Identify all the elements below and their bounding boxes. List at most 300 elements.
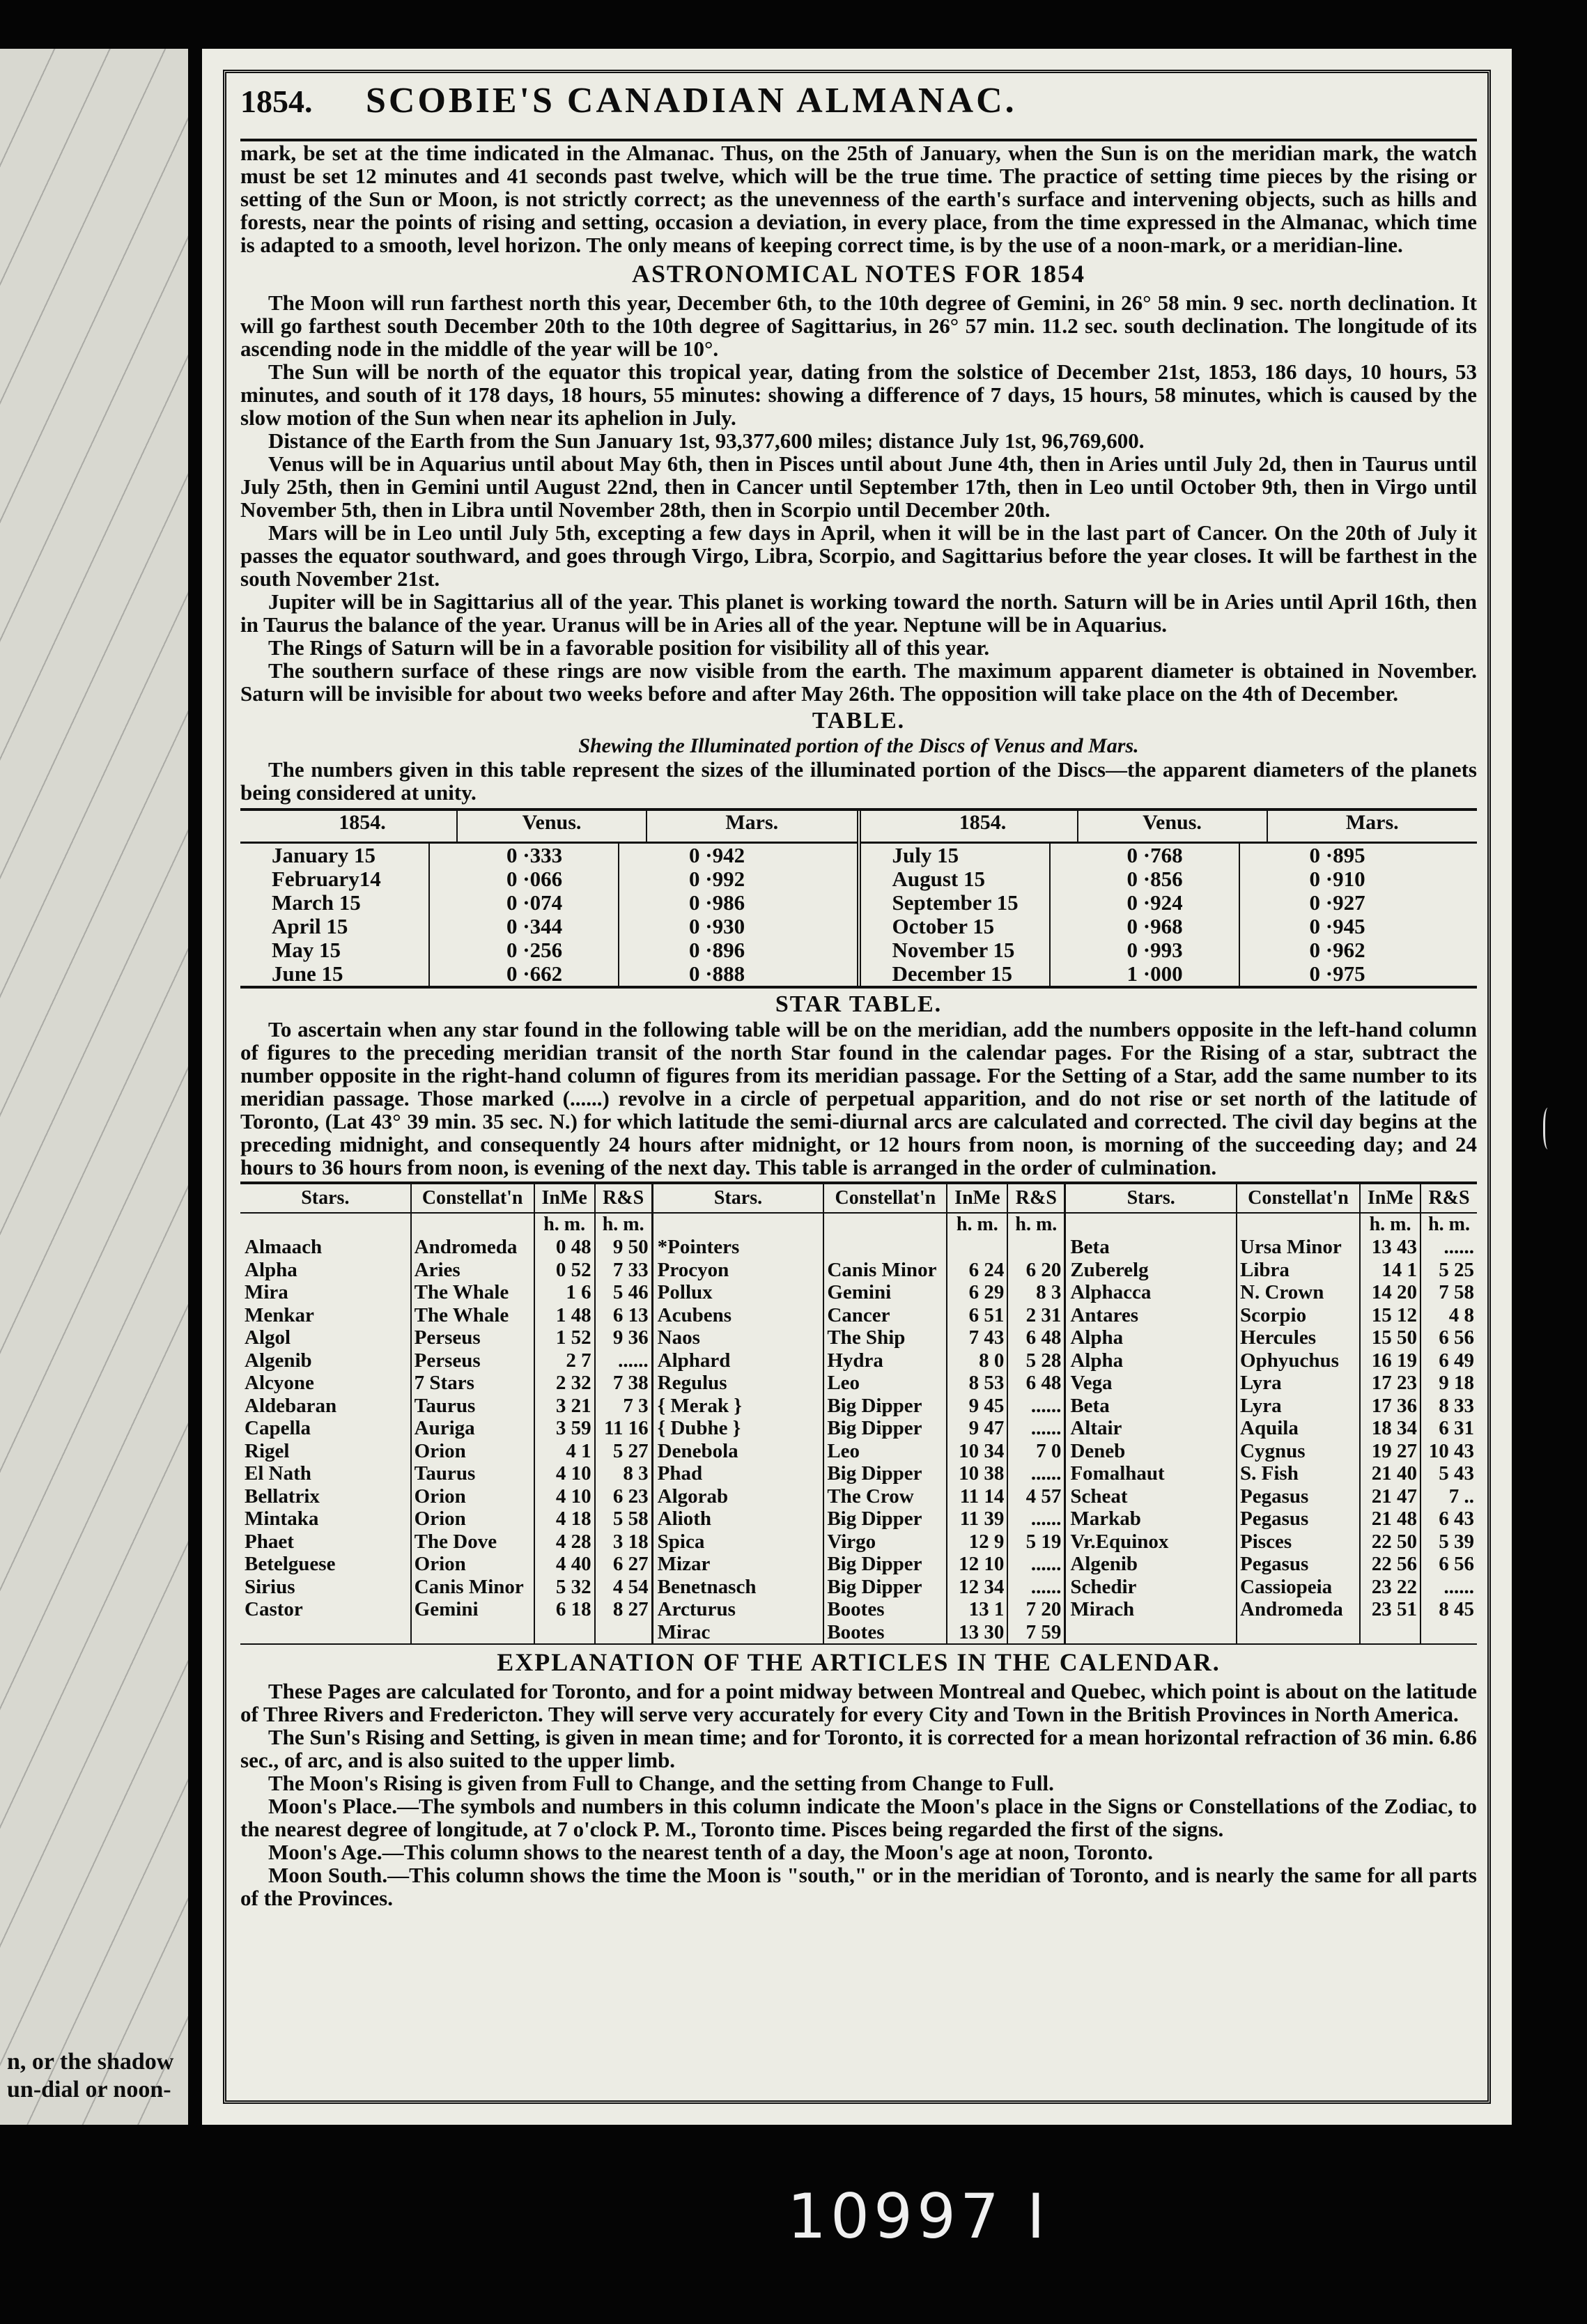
star-name: Vr.Equinox: [1070, 1530, 1169, 1553]
meridian-interval: 1 6: [566, 1281, 591, 1303]
rise-set-interval: 11 16: [604, 1417, 649, 1439]
constellation-name: Perseus: [414, 1326, 481, 1349]
col-year-header: 1854.: [240, 811, 458, 842]
rise-set-interval: 7 33: [612, 1258, 649, 1281]
rise-set-interval: 6 56: [1439, 1326, 1475, 1349]
meridian-interval: 2 32: [555, 1372, 591, 1394]
constellation-name: Leo: [827, 1439, 860, 1462]
meridian-interval: 5 32: [555, 1575, 591, 1598]
inme-column-header: InMe: [947, 1184, 1007, 1214]
meridian-interval: 8 0: [979, 1349, 1005, 1372]
constellation-name: Bootes: [827, 1620, 885, 1643]
star-name: Phaet: [245, 1530, 294, 1553]
star-name: Procyon: [657, 1258, 729, 1281]
meridian-interval: 22 50: [1371, 1530, 1418, 1553]
rise-set-interval: 5 19: [1025, 1530, 1062, 1553]
const-column-header: Constellat'n: [1237, 1184, 1359, 1214]
constellation-name: Orion: [414, 1485, 466, 1508]
star-name: Alcyone: [245, 1372, 314, 1394]
constellation-name: Big Dipper: [827, 1575, 922, 1598]
rs-column: [1008, 1184, 1064, 1643]
rise-set-interval: 5 39: [1439, 1530, 1475, 1553]
star-name: Castor: [245, 1598, 303, 1620]
astro-paragraph: Jupiter will be in Sagittarius all of the year. This planet is working toward the north. Saturn will be in Aries until April 16th, then in Taurus the balance of the year. Uranus will be in Aries all of the year. Neptune will be in Aquarius.: [240, 589, 1477, 637]
hm-label: h. m.: [1428, 1214, 1470, 1235]
mars-value: 0 ·992: [689, 867, 745, 891]
disc-table-heading: TABLE.: [812, 708, 906, 734]
constellation-name: Pegasus: [1240, 1508, 1309, 1530]
rise-set-interval: 7 ..: [1448, 1485, 1475, 1508]
rise-set-interval: 2 31: [1025, 1303, 1062, 1326]
constellation-name: The Whale: [414, 1281, 509, 1303]
constellation-name: Taurus: [414, 1394, 476, 1417]
venus-value: 0 ·333: [506, 844, 563, 867]
mars-value: 0 ·910: [1309, 867, 1365, 891]
month-cell: December 15: [892, 962, 1012, 986]
month-cell: June 15: [272, 962, 343, 986]
star-name: Zuberelg: [1070, 1258, 1149, 1281]
constellation-name: Bootes: [827, 1598, 885, 1620]
star-name: Regulus: [657, 1372, 727, 1394]
constellation-name: The Dove: [414, 1530, 497, 1553]
col-mars-header: Mars.: [725, 811, 779, 834]
rise-set-interval: 7 20: [1025, 1598, 1062, 1620]
constellation-name: Scorpio: [1240, 1303, 1307, 1326]
stars-column: [240, 1184, 412, 1643]
star-name: Betelguese: [245, 1553, 336, 1575]
venus-value: 0 ·066: [506, 867, 563, 891]
constellation-name: The Whale: [414, 1303, 509, 1326]
inme-column: [947, 1184, 1008, 1643]
rise-set-interval: 4 57: [1025, 1485, 1062, 1508]
mars-column: [1240, 844, 1478, 986]
astro-paragraph: The Moon will run farthest north this year, December 6th, to the 10th degree of Gemini, in 26° 58 min. 9 sec. north declination. It will go farthest south December 20th to the 10th degree of Sagittarius, in 26° 57 min. 11.2 sec. south declination. The longitude of its ascending node in the middle of the year will be 10°.: [240, 290, 1477, 361]
star-name: Aldebaran: [245, 1394, 337, 1417]
mars-value: 0 ·975: [1309, 962, 1365, 986]
col-year-header: 1854.: [861, 811, 1078, 842]
constellation-name: Big Dipper: [827, 1417, 922, 1439]
mars-value: 0 ·962: [1309, 938, 1365, 962]
month-cell: May 15: [272, 938, 341, 962]
constellation-name: Orion: [414, 1439, 466, 1462]
astro-paragraph: The Sun will be north of the equator this tropical year, dating from the solstice of December 21st, 1853, 186 days, 10 hours, 53 minutes, and south of it 178 days, 18 hours, 55 minutes: showing a difference of 7 days, 15 hours, 58 minutes, which is caused by the slow motion of the Sun when near its aphelion in July.: [240, 359, 1477, 430]
rise-set-interval: 5 43: [1439, 1462, 1475, 1485]
disc-table-body: [240, 844, 857, 986]
meridian-interval: 6 29: [968, 1281, 1005, 1303]
meridian-interval: 23 22: [1371, 1575, 1418, 1598]
rise-set-interval: ......: [1030, 1508, 1062, 1530]
star-name: Naos: [657, 1326, 700, 1349]
explanation-heading: EXPLANATION OF THE ARTICLES IN THE CALENDAR.: [497, 1648, 1221, 1676]
constellation-name: Cygnus: [1240, 1439, 1306, 1462]
venus-value: 0 ·768: [1127, 844, 1183, 867]
rise-set-interval: 9 18: [1439, 1372, 1475, 1394]
meridian-interval: 10 38: [959, 1462, 1005, 1485]
star-name: Alioth: [657, 1508, 712, 1530]
month-cell: February14: [272, 867, 381, 891]
rise-set-interval: ......: [1030, 1553, 1062, 1575]
explanation-text: [240, 1680, 1477, 1909]
constellation-name: Lyra: [1240, 1394, 1282, 1417]
constellation-name: Ophyuchus: [1240, 1349, 1339, 1372]
hm-label: h. m.: [1015, 1214, 1058, 1235]
explanation-paragraph: Moon South.—This column shows the time the Moon is "south," or in the meridian of Toronto, and is nearly the same for all parts of the Provinces.: [240, 1863, 1477, 1910]
adjacent-page-fragment: [0, 49, 188, 2125]
constellation-name: Andromeda: [1240, 1598, 1343, 1620]
constellation-name: Canis Minor: [827, 1258, 937, 1281]
meridian-interval: 9 47: [968, 1417, 1005, 1439]
venus-value: 0 ·344: [506, 915, 563, 938]
col-venus-header: Venus.: [1078, 811, 1268, 842]
venus-value: 0 ·993: [1127, 938, 1183, 962]
rise-set-interval: 5 46: [612, 1281, 649, 1303]
astro-paragraph: Distance of the Earth from the Sun January 1st, 93,377,600 miles; distance July 1st, 96,769,600.: [268, 428, 1145, 453]
star-name: Menkar: [245, 1303, 314, 1326]
star-name: Alpha: [1070, 1349, 1124, 1372]
stars-column-header: Stars.: [1066, 1184, 1236, 1214]
constellation-name: Auriga: [414, 1417, 475, 1439]
star-name: Schedir: [1070, 1575, 1137, 1598]
constellation-name: 7 Stars: [414, 1372, 474, 1394]
rise-set-interval: 5 58: [612, 1508, 649, 1530]
astro-notes: [240, 291, 1477, 705]
const-column: [824, 1184, 947, 1643]
star-table-heading: STAR TABLE.: [775, 991, 943, 1017]
star-name: Acubens: [657, 1303, 732, 1326]
archive-stamp-number: 10997 I: [787, 2180, 1049, 2252]
rise-set-interval: 7 38: [612, 1372, 649, 1394]
star-name: Antares: [1070, 1303, 1139, 1326]
month-cell: March 15: [272, 891, 361, 915]
rise-set-interval: 6 31: [1439, 1417, 1475, 1439]
page-year: 1854.: [240, 84, 313, 119]
rise-set-interval: 7 59: [1025, 1620, 1062, 1643]
venus-column: [1051, 844, 1240, 986]
fragment-text: n, or the shadow un-dial or noon-: [7, 2049, 174, 2102]
rise-set-interval: ......: [1030, 1462, 1062, 1485]
disc-table-left: [240, 811, 857, 986]
meridian-interval: 4 10: [555, 1462, 591, 1485]
star-name: Beta: [1070, 1236, 1110, 1258]
page-content: [240, 80, 1477, 1909]
meridian-interval: 4 1: [566, 1439, 591, 1462]
star-name: Bellatrix: [245, 1485, 320, 1508]
disc-table-subtitle: Shewing the Illuminated portion of the Discs of Venus and Mars.: [578, 734, 1139, 757]
meridian-interval: 1 48: [555, 1303, 591, 1326]
venus-value: 0 ·256: [506, 938, 563, 962]
astro-paragraph: The southern surface of these rings are now visible from the earth. The maximum apparent diameter is obtained in November. Saturn will be invisible for about two weeks before and after May 26th. The opposition will take place on the 4th of December.: [240, 658, 1477, 706]
rs-column: [596, 1184, 651, 1643]
venus-value: 1 ·000: [1127, 962, 1183, 986]
constellation-name: Aries: [414, 1258, 460, 1281]
rise-set-interval: ......: [1443, 1236, 1475, 1258]
meridian-interval: 17 36: [1371, 1394, 1418, 1417]
constellation-name: Pegasus: [1240, 1485, 1309, 1508]
star-name: Mirac: [657, 1620, 711, 1643]
meridian-interval: 7 43: [968, 1326, 1005, 1349]
astro-paragraph: Mars will be in Leo until July 5th, excepting a few days in April, when it will be in the last part of Cancer. On the 20th of July it passes the equator southward, and goes through Virgo, Libra, Scorpio, and Sagittarius before the year closes. It will be farthest in the south November 21st.: [240, 520, 1477, 591]
venus-value: 0 ·662: [506, 962, 563, 986]
constellation-name: Orion: [414, 1508, 466, 1530]
rise-set-interval: ......: [1443, 1575, 1475, 1598]
star-name: { Merak }: [657, 1394, 742, 1417]
rise-set-interval: ......: [618, 1349, 649, 1372]
meridian-interval: 4 10: [555, 1485, 591, 1508]
star-name: Mintaka: [245, 1508, 319, 1530]
meridian-interval: 1 52: [555, 1326, 591, 1349]
star-name: Denebola: [657, 1439, 738, 1462]
month-cell: April 15: [272, 915, 348, 938]
rise-set-interval: 6 27: [612, 1553, 649, 1575]
rs-column: [1421, 1184, 1477, 1643]
venus-value: 0 ·924: [1127, 891, 1183, 915]
meridian-interval: 21 48: [1371, 1508, 1418, 1530]
star-name: Algol: [245, 1326, 291, 1349]
rise-set-interval: [1008, 1236, 1064, 1259]
star-name: Deneb: [1070, 1439, 1126, 1462]
meridian-interval: 0 48: [555, 1236, 591, 1258]
constellation-name: The Crow: [827, 1485, 914, 1508]
star-name: Phad: [657, 1462, 703, 1485]
inme-column-header: InMe: [535, 1184, 594, 1214]
hm-label: [824, 1214, 946, 1236]
hm-label: [1066, 1214, 1236, 1236]
month-cell: July 15: [892, 844, 959, 867]
const-column: [1237, 1184, 1361, 1643]
meridian-interval: 3 59: [555, 1417, 591, 1439]
hm-label: [240, 1214, 410, 1236]
star-table-group: [1064, 1184, 1477, 1643]
meridian-interval: 12 9: [968, 1530, 1005, 1553]
constellation-name: The Ship: [827, 1326, 906, 1349]
mars-value: 0 ·927: [1309, 891, 1365, 915]
meridian-interval: 6 18: [555, 1598, 591, 1620]
rise-set-interval: 8 3: [1036, 1281, 1062, 1303]
stars-column-header: Stars.: [240, 1184, 410, 1214]
rise-set-interval: 6 56: [1439, 1553, 1475, 1575]
constellation-name: Perseus: [414, 1349, 481, 1372]
meridian-interval: 15 12: [1371, 1303, 1418, 1326]
const-column-header: Constellat'n: [412, 1184, 534, 1214]
star-name: Mirach: [1070, 1598, 1135, 1620]
star-name: Alphard: [657, 1349, 731, 1372]
constellation-name: Andromeda: [414, 1236, 518, 1258]
star-name: Beta: [1070, 1394, 1110, 1417]
astro-paragraph: Venus will be in Aquarius until about May 6th, then in Pisces until about June 4th, then in Aries until July 2d, then in Taurus until July 25th, then in Gemini until August 22nd, then in Cancer until September 17th, then in Leo until October 9th, then in Virgo until November 5th, then in Libra until November 28th, then in Scorpio until December 20th.: [240, 451, 1477, 522]
constellation-name: Taurus: [414, 1462, 476, 1485]
constellation-name: Pisces: [1240, 1530, 1292, 1553]
constellation-name: Big Dipper: [827, 1394, 922, 1417]
star-name: Benetnasch: [657, 1575, 757, 1598]
meridian-interval: 22 56: [1371, 1553, 1418, 1575]
month-column: [861, 844, 1051, 986]
rise-set-interval: ......: [1030, 1575, 1062, 1598]
rise-set-interval: ......: [1030, 1394, 1062, 1417]
mars-column: [619, 844, 857, 986]
page-header: [240, 80, 1477, 141]
hm-label: h. m.: [956, 1214, 998, 1235]
rise-set-interval: 6 20: [1025, 1258, 1062, 1281]
rise-set-interval: ......: [1030, 1417, 1062, 1439]
disc-table-note: The numbers given in this table represent the sizes of the illuminated portion of the Discs—the apparent diameters of the planets being considered at unity.: [240, 757, 1477, 805]
meridian-interval: 3 21: [555, 1394, 591, 1417]
star-name: Alpha: [1070, 1326, 1124, 1349]
month-cell: October 15: [892, 915, 995, 938]
disc-table-body: [861, 844, 1478, 986]
rise-set-interval: 3 18: [612, 1530, 649, 1553]
meridian-interval: 21 47: [1371, 1485, 1418, 1508]
meridian-interval: 2 7: [566, 1349, 591, 1372]
star-name: Algorab: [657, 1485, 729, 1508]
stars-column: [653, 1184, 825, 1643]
meridian-interval: 23 51: [1371, 1598, 1418, 1620]
film-scratch: [1543, 1108, 1555, 1149]
col-venus-header: Venus.: [458, 811, 647, 842]
stars-column-header: Stars.: [653, 1184, 823, 1214]
constellation-name: Libra: [1240, 1258, 1290, 1281]
meridian-interval: 19 27: [1371, 1439, 1418, 1462]
star-name: Spica: [657, 1530, 705, 1553]
meridian-interval: [947, 1236, 1007, 1259]
constellation-name: Big Dipper: [827, 1462, 922, 1485]
month-cell: November 15: [892, 938, 1015, 962]
star-name: Markab: [1070, 1508, 1141, 1530]
venus-value: 0 ·968: [1127, 915, 1183, 938]
meridian-interval: 14 20: [1371, 1281, 1418, 1303]
const-column-header: Constellat'n: [824, 1184, 946, 1214]
star-name: Pollux: [657, 1281, 713, 1303]
astro-heading: ASTRONOMICAL NOTES FOR 1854: [631, 260, 1086, 288]
constellation-name: Gemini: [414, 1598, 479, 1620]
page-title: SCOBIE'S CANADIAN ALMANAC.: [366, 81, 1017, 121]
meridian-interval: 4 18: [555, 1508, 591, 1530]
star-name: Alpha: [245, 1258, 297, 1281]
month-cell: August 15: [892, 867, 986, 891]
col-mars-header: Mars.: [1345, 811, 1399, 834]
explanation-paragraph: The Moon's Rising is given from Full to Change, and the setting from Change to Full.: [268, 1771, 1054, 1795]
constellation-name: Leo: [827, 1372, 860, 1394]
rise-set-interval: 4 54: [612, 1575, 649, 1598]
constellation-name: Hercules: [1240, 1326, 1317, 1349]
rise-set-interval: 5 28: [1025, 1349, 1062, 1372]
star-name: *Pointers: [657, 1236, 740, 1258]
inme-column-header: InMe: [1361, 1184, 1420, 1214]
meridian-interval: 6 51: [968, 1303, 1005, 1326]
star-name: Algenib: [1070, 1553, 1138, 1575]
constellation-name: Cancer: [827, 1303, 890, 1326]
month-cell: January 15: [272, 844, 376, 867]
explanation-paragraph: Moon's Place.—The symbols and numbers in this column indicate the Moon's place in the Signs or Constellations of the Zodiac, to the nearest degree of longitude, at 7 o'clock P. M., Toronto time. Pisces being regarded the first of the signs.: [240, 1794, 1477, 1841]
meridian-interval: 13 43: [1371, 1236, 1418, 1258]
rise-set-interval: 10 43: [1428, 1439, 1475, 1462]
constellation-name: Gemini: [827, 1281, 892, 1303]
month-column: [240, 844, 430, 986]
rs-column-header: R&S: [1421, 1184, 1477, 1214]
rise-set-interval: 8 3: [623, 1462, 649, 1485]
meridian-interval: 8 53: [968, 1372, 1005, 1394]
meridian-interval: 4 40: [555, 1553, 591, 1575]
star-name: Altair: [1070, 1417, 1122, 1439]
meridian-interval: 18 34: [1371, 1417, 1418, 1439]
star-name: Scheat: [1070, 1485, 1128, 1508]
stars-column: [1066, 1184, 1237, 1643]
hm-label: h. m.: [543, 1214, 586, 1235]
star-name: Sirius: [245, 1575, 295, 1598]
rise-set-interval: 4 8: [1448, 1303, 1475, 1326]
month-cell: September 15: [892, 891, 1019, 915]
explanation-paragraph: These Pages are calculated for Toronto, and for a point midway between Montreal and Quebec, which point is about on the latitude of Three Rivers and Fredericton. They will serve very accurately for every City and Town in the British Provinces in North America.: [240, 1679, 1477, 1726]
meridian-interval: 9 45: [968, 1394, 1005, 1417]
rise-set-interval: 8 45: [1439, 1598, 1475, 1620]
hm-label: [412, 1214, 534, 1236]
constellation-name: [824, 1236, 946, 1259]
constellation-name: Orion: [414, 1553, 466, 1575]
rise-set-interval: 7 3: [623, 1394, 649, 1417]
rise-set-interval: 6 49: [1439, 1349, 1475, 1372]
star-name: Fomalhaut: [1070, 1462, 1165, 1485]
rise-set-interval: 6 48: [1025, 1372, 1062, 1394]
mars-value: 0 ·945: [1309, 915, 1365, 938]
constellation-name: Big Dipper: [827, 1508, 922, 1530]
rise-set-interval: 6 43: [1439, 1508, 1475, 1530]
venus-column: [430, 844, 619, 986]
constellation-name: Hydra: [827, 1349, 883, 1372]
star-name: Alphacca: [1070, 1281, 1152, 1303]
mars-value: 0 ·895: [1309, 844, 1365, 867]
meridian-interval: 12 34: [959, 1575, 1005, 1598]
mars-value: 0 ·896: [689, 938, 745, 962]
inme-column: [535, 1184, 596, 1643]
meridian-interval: 11 39: [959, 1508, 1005, 1530]
hm-label: h. m.: [1369, 1214, 1411, 1235]
star-name: El Nath: [245, 1462, 311, 1485]
meridian-interval: 6 24: [968, 1258, 1005, 1281]
rise-set-interval: 6 23: [612, 1485, 649, 1508]
constellation-name: Aquila: [1240, 1417, 1299, 1439]
mars-value: 0 ·942: [689, 844, 745, 867]
meridian-interval: 16 19: [1371, 1349, 1418, 1372]
constellation-name: Canis Minor: [414, 1575, 524, 1598]
rise-set-interval: 5 27: [612, 1439, 649, 1462]
rise-set-interval: 5 25: [1439, 1258, 1475, 1281]
star-table-intro: To ascertain when any star found in the following table will be on the meridian, add the numbers opposite in the left-hand column of figures to the preceding meridian transit of the north Star found in the calendar pages. For the Rising of a star, subtract the number opposite in the right-hand column of figures from its meridian passage. For the Setting of a Star, add the same number to its meridian passage. Those marked (......) revolve in a circle of perpetual apparition, and do not rise or set north of the latitude of Toronto, (Lat 43° 39 min. 35 sec. N.) for which latitude the semi-diurnal arcs are calculated and corrected. The civil day begins at the preceding midnight, and consequently 24 hours after midnight, or 12 hours from noon, is morning of the succeeding day; and 24 hours to 36 hours from noon, is evening of the next day. This table is arranged in the order of culmination.: [240, 1017, 1477, 1179]
constellation-name: Cassiopeia: [1240, 1575, 1333, 1598]
meridian-interval: 13 30: [959, 1620, 1005, 1643]
constellation-name: Ursa Minor: [1240, 1236, 1342, 1258]
disc-table-right: [857, 811, 1478, 986]
star-table-group: [651, 1184, 1065, 1643]
disc-table-header: [240, 811, 857, 844]
almanac-page: [202, 49, 1512, 2125]
rs-column-header: R&S: [596, 1184, 651, 1214]
intro-paragraph: mark, be set at the time indicated in the Almanac. Thus, on the 25th of January, when the Sun is on the meridian mark, the watch must be set 12 minutes and 41 seconds past twelve, which will be the true time. The practice of setting time pieces by the rising or setting of the Sun or Moon, is not strictly correct; as the unevenness of the earth's surface and intervening objects, such as hills and forests, near the points of rising and setting, occasion a deviation, in every place, from the time expressed in the Almanac, which time is adapted to a smooth, level horizon. The only means of keeping correct time, is by the use of a noon-mark, or a meridian-line.: [240, 141, 1477, 257]
venus-value: 0 ·856: [1127, 867, 1183, 891]
star-name: Rigel: [245, 1439, 290, 1462]
rise-set-interval: 9 36: [612, 1326, 649, 1349]
meridian-interval: 0 52: [555, 1258, 591, 1281]
star-name: Mira: [245, 1281, 288, 1303]
meridian-interval: 10 34: [959, 1439, 1005, 1462]
inme-column: [1361, 1184, 1421, 1643]
disc-table: [240, 808, 1477, 989]
star-name: { Dubhe }: [657, 1417, 741, 1439]
star-table: [240, 1182, 1477, 1645]
venus-value: 0 ·074: [506, 891, 563, 915]
mars-value: 0 ·888: [689, 962, 745, 986]
meridian-interval: 12 10: [959, 1553, 1005, 1575]
mars-value: 0 ·930: [689, 915, 745, 938]
star-name: Vega: [1070, 1372, 1113, 1394]
